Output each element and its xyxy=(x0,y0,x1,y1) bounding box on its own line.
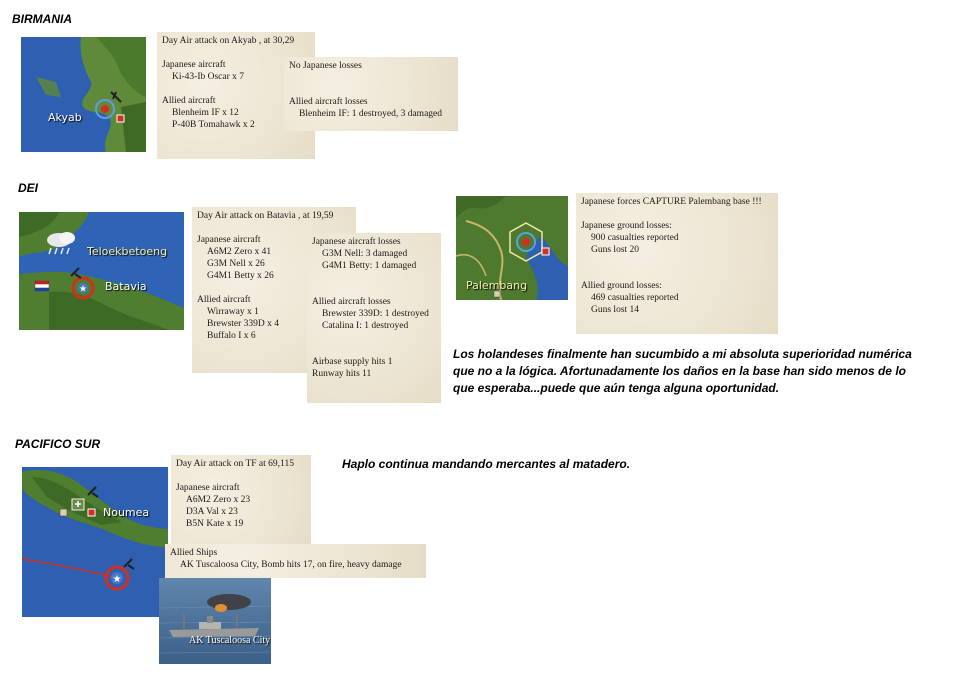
japanese-ground-losses-item: 900 casualties reported xyxy=(591,233,679,243)
japanese-aircraft-item: G3M Nell x 26 xyxy=(207,259,265,269)
palembang-map[interactable] xyxy=(456,196,568,300)
allied-losses-item: Brewster 339D: 1 destroyed xyxy=(322,309,429,319)
report-header: Day Air attack on Batavia , at 19,59 xyxy=(197,211,334,221)
smoke-plume xyxy=(207,594,251,610)
unit-marker-icon[interactable] xyxy=(88,509,95,516)
allied-losses-item: Blenheim IF: 1 destroyed, 3 damaged xyxy=(299,109,442,119)
ship-portrait[interactable] xyxy=(159,578,271,664)
japanese-losses: No Japanese losses xyxy=(289,61,362,71)
runway-hits: Runway hits 11 xyxy=(312,369,372,379)
japanese-aircraft-item: G4M1 Betty x 26 xyxy=(207,271,274,281)
allied-ground-losses-item: 469 casualties reported xyxy=(591,293,679,303)
japanese-losses-item: G3M Nell: 3 damaged xyxy=(322,249,408,259)
allied-losses-item: Catalina I: 1 destroyed xyxy=(322,321,409,331)
batavia-losses-report xyxy=(307,233,441,403)
japanese-aircraft-heading: Japanese aircraft xyxy=(176,483,240,493)
japanese-ground-losses-heading: Japanese ground losses: xyxy=(581,221,672,231)
akyab-label: Akyab xyxy=(48,111,82,124)
ship-image xyxy=(159,578,271,664)
star-icon: ★ xyxy=(112,574,122,585)
comment-line: que no a la lógica. Afortunadamente los daños en la base han sido menos de lo xyxy=(453,364,906,378)
allied-aircraft-item: Brewster 339D x 4 xyxy=(207,319,280,329)
teloekbetoeng-label: Teloekbetoeng xyxy=(87,245,168,258)
allied-aircraft-item: Buffalo I x 6 xyxy=(207,331,256,341)
fire-icon xyxy=(215,604,227,612)
akyab-losses-report xyxy=(284,57,458,131)
japanese-losses-heading: Japanese aircraft losses xyxy=(312,237,401,247)
pacifico-section-title: PACIFICO SUR xyxy=(15,437,101,451)
unit-marker-icon[interactable] xyxy=(542,248,549,255)
japanese-aircraft-item: B5N Kate x 19 xyxy=(186,519,244,529)
birmania-section-title: BIRMANIA xyxy=(12,12,72,26)
noumea-terrain xyxy=(22,467,168,617)
tf-attack-report xyxy=(171,455,311,547)
allied-ships-report xyxy=(165,544,426,578)
japanese-aircraft-item: D3A Val x 23 xyxy=(186,507,238,517)
allied-aircraft-item: Blenheim IF x 12 xyxy=(172,108,239,118)
akyab-map[interactable] xyxy=(21,37,146,152)
dei-section-title: DEI xyxy=(18,181,39,195)
unit-marker-icon[interactable] xyxy=(117,115,124,122)
palembang-capture-report xyxy=(576,193,778,334)
allied-aircraft-heading: Allied aircraft xyxy=(162,96,216,106)
batavia-label: Batavia xyxy=(105,280,147,293)
japanese-aircraft-item: Ki-43-Ib Oscar x 7 xyxy=(172,72,245,82)
batavia-terrain xyxy=(19,212,184,330)
japanese-aircraft-heading: Japanese aircraft xyxy=(197,235,261,245)
allied-ships-heading: Allied Ships xyxy=(170,548,218,558)
report-header: Day Air attack on Akyab , at 30,29 xyxy=(162,36,295,46)
pacifico-comment: Haplo continua mandando mercantes al matadero. xyxy=(342,457,631,471)
report-header: Day Air attack on TF at 69,115 xyxy=(176,459,294,469)
unit-marker-icon[interactable] xyxy=(60,509,67,516)
japanese-aircraft-item: A6M2 Zero x 41 xyxy=(207,247,272,257)
allied-ground-losses-heading: Allied ground losses: xyxy=(581,281,662,291)
allied-losses-heading: Allied aircraft losses xyxy=(289,97,368,107)
ship-name-label: AK Tuscaloosa City xyxy=(189,635,271,646)
allied-ship-item: AK Tuscaloosa City, Bomb hits 17, on fire, heavy damage xyxy=(180,560,402,570)
dei-comment xyxy=(453,346,953,397)
japanese-losses-item: G4M1 Betty: 1 damaged xyxy=(322,261,417,271)
japanese-aircraft-item: A6M2 Zero x 23 xyxy=(186,495,251,505)
allied-aircraft-heading: Allied aircraft xyxy=(197,295,251,305)
batavia-map[interactable] xyxy=(19,212,184,330)
allied-ground-losses-item: Guns lost 14 xyxy=(591,305,640,315)
allied-aircraft-item: Wirraway x 1 xyxy=(207,307,259,317)
japanese-ground-losses-item: Guns lost 20 xyxy=(591,245,640,255)
japanese-aircraft-heading: Japanese aircraft xyxy=(162,60,226,70)
comment-line: Los holandeses finalmente han sucumbido a mi absoluta superioridad numérica xyxy=(453,347,912,361)
capture-header: Japanese forces CAPTURE Palembang base !!! xyxy=(581,197,762,207)
airbase-supply-hits: Airbase supply hits 1 xyxy=(312,357,393,367)
comment-line: que esperaba...puede que aún tenga alguna oportunidad. xyxy=(453,381,780,395)
noumea-map[interactable] xyxy=(22,467,168,617)
akyab-terrain xyxy=(21,37,146,152)
palembang-label: Palembang xyxy=(466,279,528,292)
allied-losses-heading: Allied aircraft losses xyxy=(312,297,391,307)
allied-aircraft-item: P-40B Tomahawk x 2 xyxy=(172,120,255,130)
noumea-label: Noumea xyxy=(103,506,150,519)
star-icon: ★ xyxy=(78,284,88,295)
